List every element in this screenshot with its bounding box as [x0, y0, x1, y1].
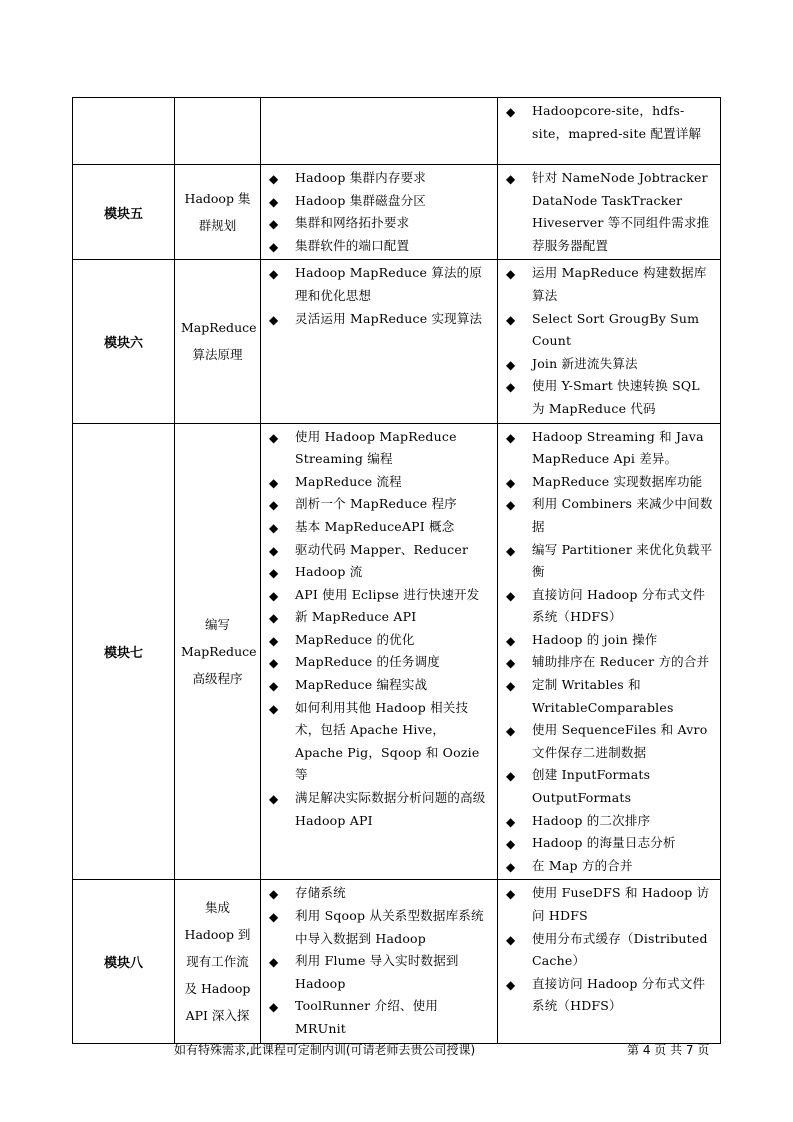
list-item — [269, 167, 493, 190]
list-item-text: ToolRunner 介绍、使用 MRUnit — [295, 998, 439, 1036]
module-cell: 模块六 — [73, 260, 175, 423]
list-item-text: Hadoop Streaming 和 Java MapReduce Api 差异。 — [532, 428, 704, 467]
diamond-bullet-icon: ◆ — [506, 769, 516, 784]
diamond-bullet-icon: ◆ — [269, 566, 279, 581]
diamond-bullet-icon: ◆ — [269, 312, 279, 327]
content-cell — [261, 880, 498, 1043]
list-item-text: Hadoop 的 join 操作 — [532, 631, 658, 647]
list-item-text: 如何利用其他 Hadoop 相关技术，包括 Apache Hive， Apache Pig，Sqoop 和 Oozie 等 — [295, 699, 480, 783]
list-item-text: 使用 Hadoop MapReduce Streaming 编程 — [295, 428, 457, 467]
detail-cell — [498, 880, 721, 1043]
list-item — [506, 719, 716, 764]
diamond-bullet-icon: ◆ — [269, 588, 279, 603]
list-item — [506, 308, 716, 353]
detail-cell — [498, 98, 721, 165]
list-item-text: 剖析一个 MapReduce 程序 — [295, 496, 457, 512]
diamond-bullet-icon: ◆ — [506, 656, 516, 671]
bullet-list — [261, 880, 497, 1042]
list-item-text: 集群和网络拓扑要求 — [295, 215, 410, 231]
diamond-bullet-icon: ◆ — [506, 932, 516, 947]
list-item — [269, 629, 493, 652]
bullet-list — [261, 424, 497, 835]
list-item-text: 利用 Sqoop 从关系型数据库系统中导入数据到 Hadoop — [295, 908, 484, 946]
diamond-bullet-icon: ◆ — [506, 837, 516, 852]
list-item-text: 使用 FuseDFS 和 Hadoop 访问 HDFS — [532, 885, 710, 923]
table-row — [73, 98, 721, 165]
diamond-bullet-icon: ◆ — [269, 430, 279, 445]
diamond-bullet-icon: ◆ — [506, 633, 516, 648]
diamond-bullet-icon: ◆ — [269, 520, 279, 535]
list-item — [506, 375, 716, 420]
list-item — [269, 262, 493, 307]
footer-note: 如有特殊需求,此课程可定制内训(可请老师去贵公司授课) — [174, 1043, 476, 1057]
content-cell — [261, 423, 498, 880]
list-item-text: 利用 Combiners 来减少中间数据 — [532, 496, 713, 534]
topic-cell: MapReduce 算法原理 — [175, 260, 261, 423]
diamond-bullet-icon: ◆ — [506, 380, 516, 395]
detail-cell — [498, 260, 721, 423]
diamond-bullet-icon: ◆ — [506, 430, 516, 445]
course-table-body — [73, 98, 721, 1044]
page-number: 第 4 页 共 7 页 — [627, 1043, 710, 1057]
list-item-text: Hadoop 集群内存要求 — [295, 170, 426, 185]
list-item-text: Hadoop 流 — [295, 564, 363, 580]
content-cell — [261, 260, 498, 423]
diamond-bullet-icon: ◆ — [269, 792, 279, 807]
list-item — [269, 471, 493, 494]
diamond-bullet-icon: ◆ — [269, 955, 279, 970]
list-item-text: API 使用 Eclipse 进行快速开发 — [295, 586, 480, 602]
list-item — [506, 629, 716, 652]
list-item-text: 集群软件的端口配置 — [295, 237, 410, 253]
list-item — [269, 905, 493, 950]
diamond-bullet-icon: ◆ — [506, 543, 516, 558]
list-item-text: 直接访问 Hadoop 分布式文件系统（HDFS） — [532, 586, 706, 625]
list-item-text: 使用 Y-Smart 快速转换 SQL 为 MapReduce 代码 — [532, 378, 700, 416]
list-item-text: 灵活运用 MapReduce 实现算法 — [295, 310, 483, 326]
diamond-bullet-icon: ◆ — [269, 910, 279, 924]
list-item — [269, 539, 493, 562]
list-item — [506, 855, 716, 878]
diamond-bullet-icon: ◆ — [269, 633, 279, 648]
course-table — [72, 97, 721, 1044]
diamond-bullet-icon: ◆ — [269, 656, 279, 671]
content-cell — [261, 98, 498, 165]
list-item-text: 使用 SequenceFiles 和 Avro 文件保存二进制数据 — [532, 722, 708, 760]
module-cell: 模块八 — [73, 880, 175, 1043]
list-item — [269, 882, 493, 905]
list-item — [506, 882, 716, 927]
table-row — [73, 423, 721, 880]
list-item-text: 利用 Flume 导入实时数据到 Hadoop — [295, 953, 459, 991]
topic-cell — [175, 98, 261, 165]
list-item — [269, 212, 493, 235]
list-item-text: 使用分布式缓存（Distributed Cache） — [532, 930, 708, 969]
diamond-bullet-icon: ◆ — [269, 1000, 279, 1015]
diamond-bullet-icon: ◆ — [506, 859, 516, 874]
diamond-bullet-icon: ◆ — [506, 498, 516, 513]
list-item — [269, 995, 493, 1040]
list-item — [269, 651, 493, 674]
diamond-bullet-icon: ◆ — [269, 679, 279, 694]
list-item — [506, 651, 716, 674]
diamond-bullet-icon: ◆ — [269, 239, 279, 254]
list-item — [269, 308, 493, 331]
diamond-bullet-icon: ◆ — [506, 172, 516, 186]
diamond-bullet-icon: ◆ — [269, 172, 279, 186]
list-item — [269, 584, 493, 607]
list-item-text: Hadoop MapReduce 算法的原理和优化思想 — [295, 265, 483, 303]
table-row — [73, 260, 721, 423]
list-item-text: 在 Map 方的合并 — [532, 857, 633, 873]
module-cell — [73, 98, 175, 165]
diamond-bullet-icon: ◆ — [269, 701, 279, 716]
diamond-bullet-icon: ◆ — [506, 588, 516, 603]
table-row — [73, 165, 721, 260]
list-item-text: MapReduce 流程 — [295, 473, 402, 489]
list-item — [506, 832, 716, 855]
diamond-bullet-icon: ◆ — [506, 267, 516, 282]
list-item — [506, 353, 716, 376]
diamond-bullet-icon: ◆ — [269, 217, 279, 232]
module-cell: 模块五 — [73, 165, 175, 260]
list-item — [269, 697, 493, 787]
list-item-text: Hadoopcore-site，hdfs-site，mapred-site 配置详解 — [532, 103, 702, 141]
list-item-text: Hadoop 的二次排序 — [532, 812, 651, 828]
bullet-list — [498, 260, 720, 422]
topic-cell: 集成 Hadoop 到现有工作流及 Hadoop API 深入探 — [175, 880, 261, 1043]
list-item — [506, 471, 716, 494]
diamond-bullet-icon: ◆ — [506, 814, 516, 829]
list-item-text: 定制 Writables 和 WritableComparables — [532, 677, 674, 715]
list-item — [269, 516, 493, 539]
diamond-bullet-icon: ◆ — [269, 543, 279, 558]
bullet-list — [261, 165, 497, 259]
bullet-list — [498, 880, 720, 1020]
list-item — [269, 950, 493, 995]
topic-cell: Hadoop 集群规划 — [175, 165, 261, 260]
list-item — [506, 973, 716, 1018]
bullet-list — [498, 98, 720, 147]
diamond-bullet-icon: ◆ — [506, 475, 516, 490]
list-item-text: 满足解决实际数据分析问题的高级 Hadoop API — [295, 790, 486, 828]
list-item — [506, 262, 716, 307]
list-item-text: Hadoop 的海量日志分析 — [532, 835, 676, 851]
diamond-bullet-icon: ◆ — [269, 611, 279, 626]
topic-cell: 编写 MapReduce 高级程序 — [175, 423, 261, 880]
list-item — [506, 764, 716, 809]
diamond-bullet-icon: ◆ — [269, 194, 279, 209]
list-item-text: 存储系统 — [295, 885, 346, 901]
list-item-text: 驱动代码 Mapper、Reducer — [295, 541, 469, 557]
list-item-text: 针对 NameNode Jobtracker DataNode TaskTracker Hiveserver 等不同组件需求推荐服务器配置 — [532, 170, 710, 253]
list-item-text: MapReduce 的优化 — [295, 631, 415, 647]
diamond-bullet-icon: ◆ — [506, 887, 516, 902]
diamond-bullet-icon: ◆ — [506, 679, 516, 694]
list-item-text: MapReduce 编程实战 — [295, 677, 428, 693]
list-item-text: 基本 MapReduceAPI 概念 — [295, 518, 455, 534]
diamond-bullet-icon: ◆ — [506, 312, 516, 327]
list-item-text: Select Sort GrougBy Sum Count — [532, 310, 700, 349]
list-item — [269, 235, 493, 258]
diamond-bullet-icon: ◆ — [269, 887, 279, 902]
list-item — [269, 787, 493, 832]
diamond-bullet-icon: ◆ — [269, 267, 279, 282]
list-item — [269, 561, 493, 584]
diamond-bullet-icon: ◆ — [269, 475, 279, 490]
list-item — [506, 539, 716, 584]
diamond-bullet-icon: ◆ — [269, 498, 279, 513]
diamond-bullet-icon: ◆ — [506, 724, 516, 739]
list-item-text: MapReduce 实现数据库功能 — [532, 473, 703, 489]
diamond-bullet-icon: ◆ — [506, 105, 516, 119]
list-item — [506, 167, 716, 257]
list-item-text: 新 MapReduce API — [295, 609, 417, 625]
list-item-text: 编写 Partitioner 来优化负载平衡 — [532, 541, 713, 580]
list-item-text: 运用 MapReduce 构建数据库算法 — [532, 265, 707, 303]
list-item — [506, 100, 716, 145]
bullet-list — [498, 424, 720, 880]
list-item-text: Join 新进流失算法 — [532, 355, 638, 371]
bullet-list — [261, 98, 497, 102]
diamond-bullet-icon: ◆ — [506, 977, 516, 992]
list-item — [269, 606, 493, 629]
list-item — [506, 928, 716, 973]
table-row — [73, 880, 721, 1043]
list-item-text: Hadoop 集群磁盘分区 — [295, 192, 426, 208]
list-item — [506, 674, 716, 719]
list-item — [269, 674, 493, 697]
module-cell: 模块七 — [73, 423, 175, 880]
bullet-list — [261, 260, 497, 332]
list-item — [269, 493, 493, 516]
list-item — [269, 190, 493, 213]
list-item — [506, 493, 716, 538]
list-item — [506, 426, 716, 471]
list-item-text: 直接访问 Hadoop 分布式文件系统（HDFS） — [532, 975, 706, 1014]
list-item — [506, 810, 716, 833]
list-item-text: 创建 InputFormats OutputFormats — [532, 767, 651, 806]
list-item-text: 辅助排序在 Reducer 方的合并 — [532, 654, 710, 670]
list-item-text: MapReduce 的任务调度 — [295, 654, 440, 670]
detail-cell — [498, 165, 721, 260]
diamond-bullet-icon: ◆ — [506, 357, 516, 372]
list-item — [506, 584, 716, 629]
bullet-list — [498, 165, 720, 259]
list-item — [269, 426, 493, 471]
detail-cell — [498, 423, 721, 880]
content-cell — [261, 165, 498, 260]
